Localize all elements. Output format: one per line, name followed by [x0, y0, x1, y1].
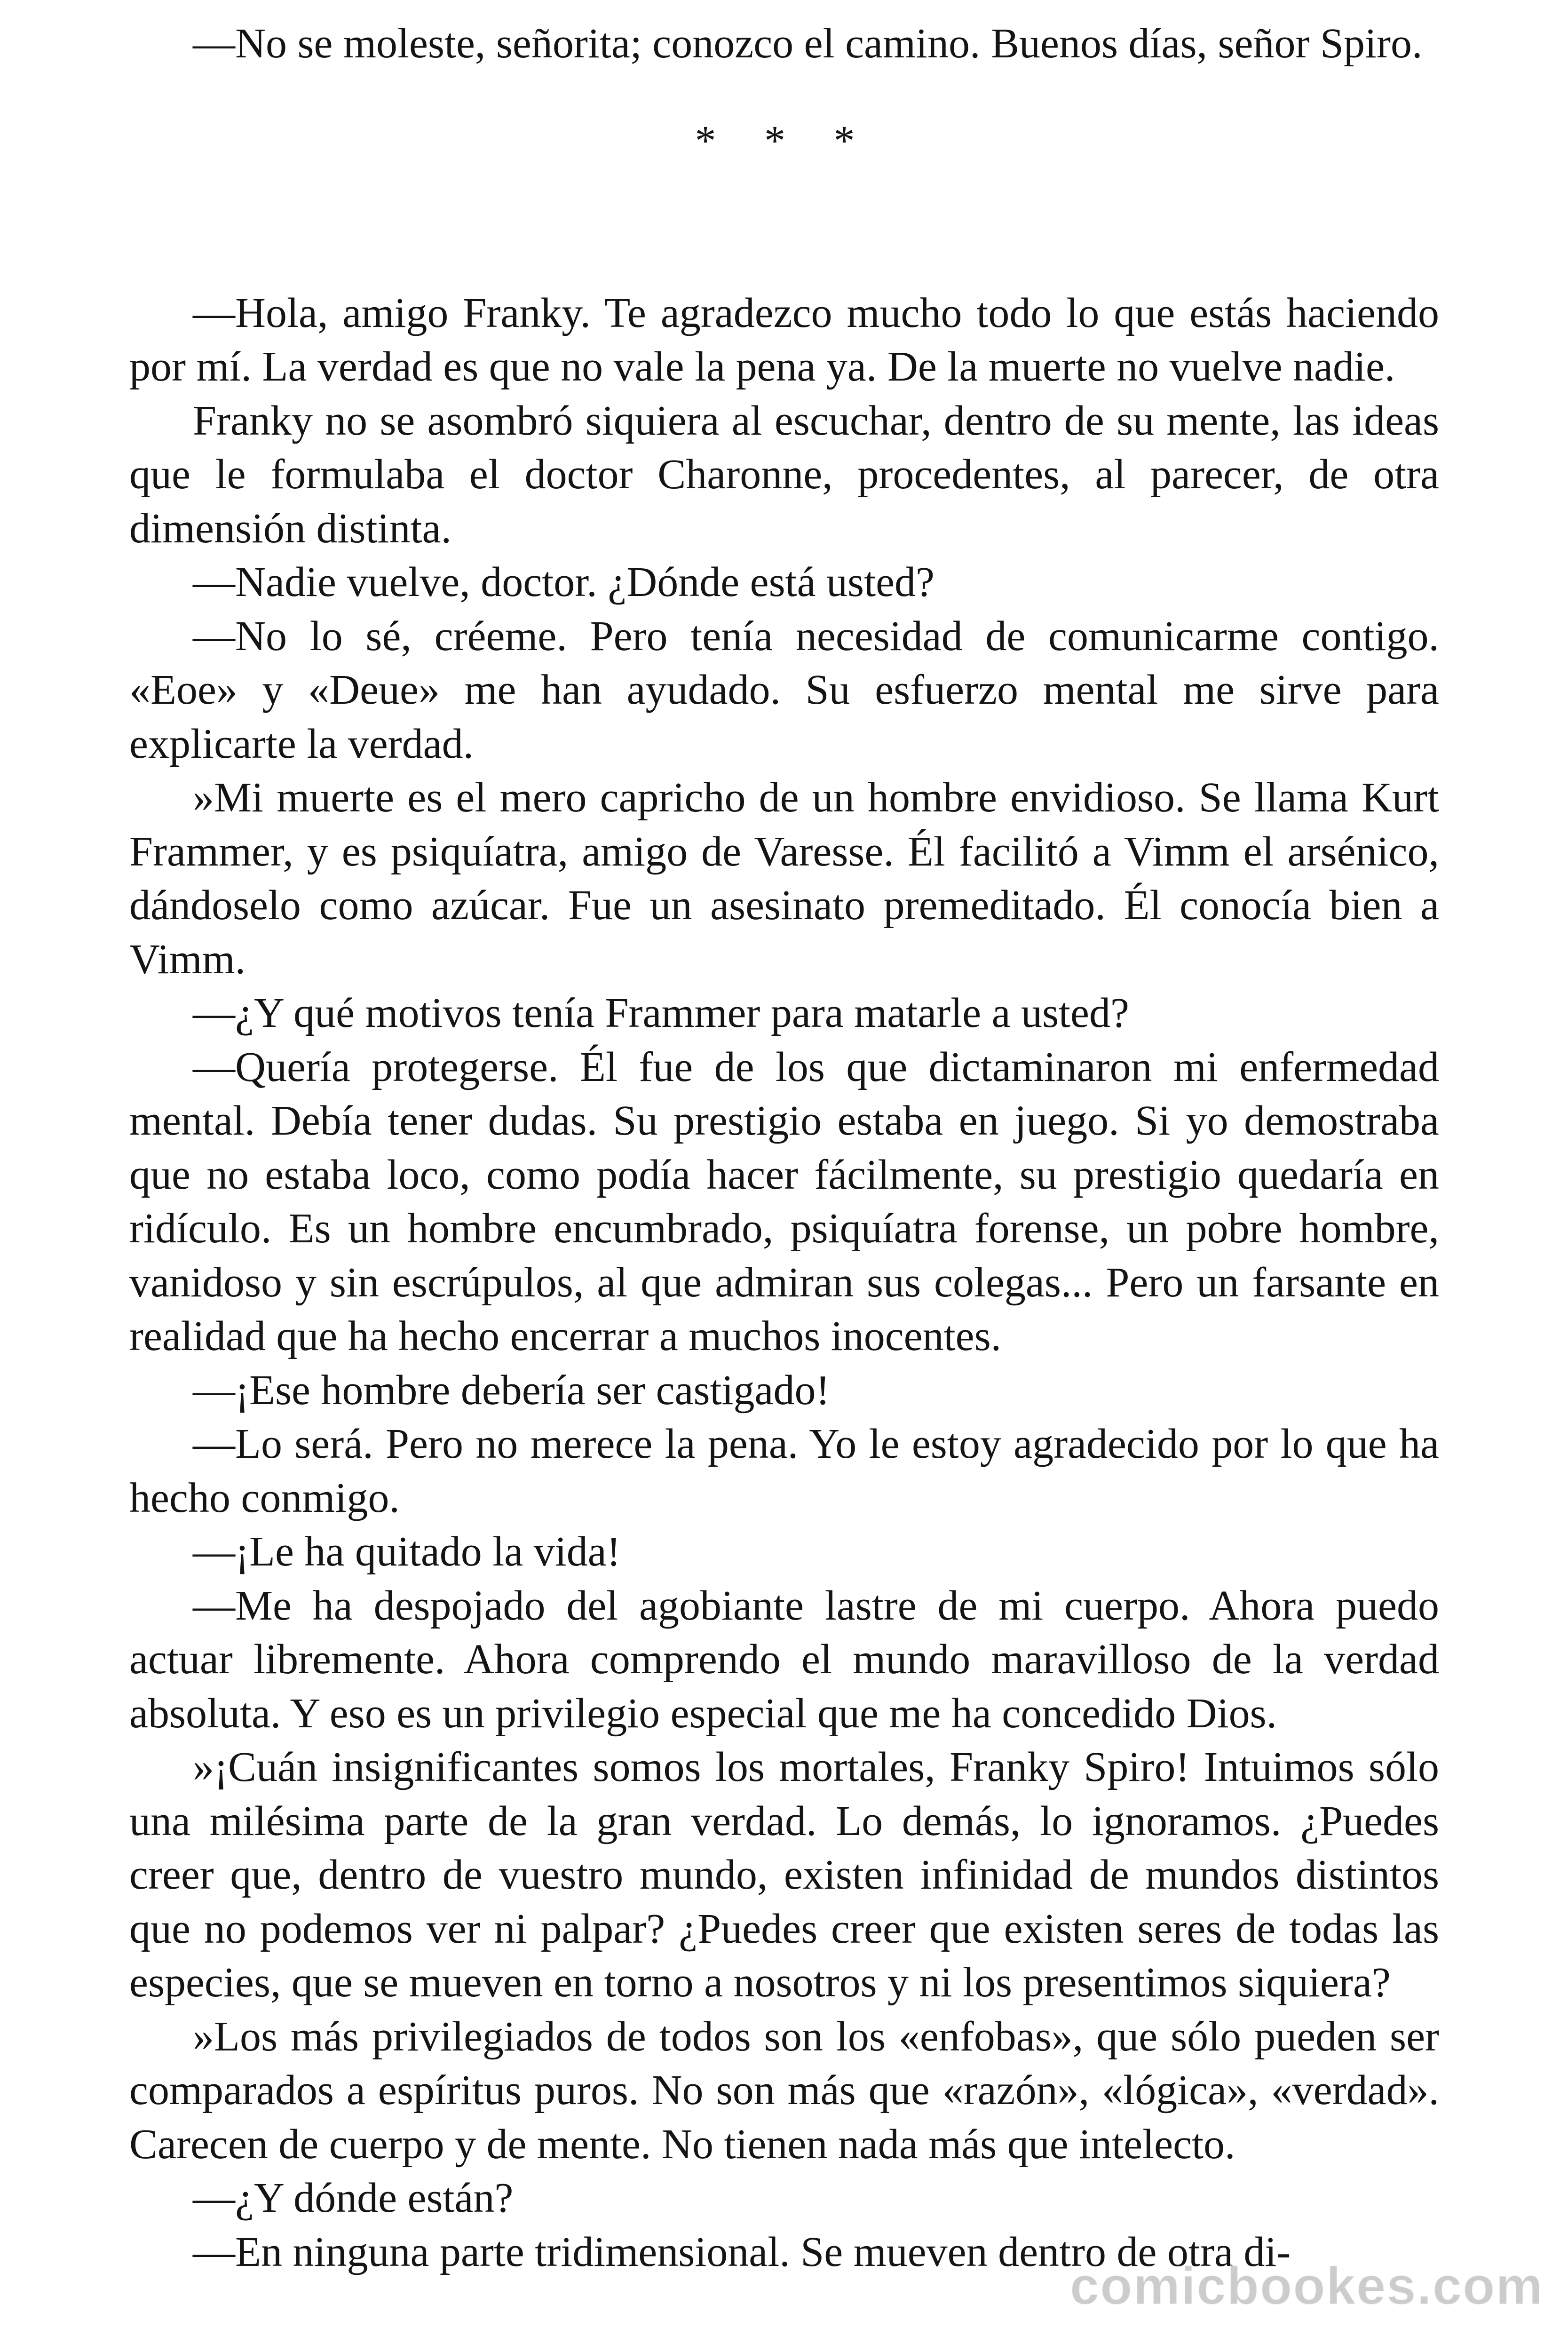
paragraph-7: —Quería protegerse. Él fue de los que dictaminaron mi enfermedad mental. Debía tener dudas. Su prestigio estaba en juego. Si yo demostraba que no estaba loco, como podía hacer fácilmente, su prestigio quedaría en ridículo. Es un hombre encumbrado, psiquíatra forense, un pobre hombre, vanidoso y sin escrúpulos, al que admiran sus colegas... Pero un farsante en realidad que ha hecho encerrar a muchos inocentes.: [129, 1043, 1439, 1359]
paragraph-4: —No lo sé, créeme. Pero tenía necesidad de comunicarme contigo. «Eoe» y «Deue» me han ayudado. Su esfuerzo mental me sirve para explicarte la verdad.: [129, 612, 1439, 767]
paragraph-3: —Nadie vuelve, doctor. ¿Dónde está usted?: [193, 559, 934, 605]
paragraph-1: —Hola, amigo Franky. Te agradezco mucho todo lo que estás haciendo por mí. La verdad es que no vale la pena ya. De la muerte no vuelve nadie.: [129, 289, 1439, 390]
scene-break: [129, 71, 1439, 286]
paragraph-13: »Los más privilegiados de todos son los «enfobas», que sólo pueden ser comparados a espíritus puros. No son más que «razón», «lógica», «verdad». Carecen de cuerpo y de mente. No tienen nada más que intelecto.: [129, 2013, 1439, 2168]
paragraph-14: —¿Y dónde están?: [193, 2175, 514, 2221]
paragraph-15: —En ninguna parte tridimensional. Se mueven dentro de otra di-: [193, 2228, 1291, 2275]
watermark-text: comicbookes.com: [1069, 2257, 1544, 2315]
paragraph-0: —No se moleste, señorita; conozco el camino. Buenos días, señor Spiro.: [193, 20, 1423, 67]
scene-break-asterisks: * * *: [695, 117, 874, 164]
document-body: [129, 17, 1439, 2279]
paragraph-10: —¡Le ha quitado la vida!: [193, 1528, 621, 1575]
paragraph-5: »Mi muerte es el mero capricho de un hombre envidioso. Se llama Kurt Frammer, y es psiquíatra, amigo de Varesse. Él facilitó a Vimm el arsénico, dándoselo como azúcar. Fue un asesinato premeditado. Él conocía bien a Vimm.: [129, 774, 1439, 983]
paragraph-6: —¿Y qué motivos tenía Frammer para matarle a usted?: [193, 990, 1129, 1036]
paragraph-9: —Lo será. Pero no merece la pena. Yo le estoy agradecido por lo que ha hecho conmigo.: [129, 1421, 1439, 1521]
paragraph-8: —¡Ese hombre debería ser castigado!: [193, 1367, 830, 1414]
paragraph-12: »¡Cuán insignificantes somos los mortales, Franky Spiro! Intuimos sólo una milésima parte de la gran verdad. Lo demás, lo ignoramos. ¿Puedes creer que, dentro de vuestro mundo, existen infinidad de mundos distintos que no podemos ver ni palpar? ¿Puedes creer que existen seres de todas las especies, que se mueven en torno a nosotros y ni los presentimos siquiera?: [129, 1744, 1439, 2006]
paragraph-11: —Me ha despojado del agobiante lastre de mi cuerpo. Ahora puedo actuar libremente. Ahora comprendo el mundo maravilloso de la verdad absoluta. Y eso es un privilegio especial que me ha concedido Dios.: [129, 1582, 1439, 1737]
paragraph-2: Franky no se asombró siquiera al escuchar, dentro de su mente, las ideas que le formulaba el doctor Charonne, procedentes, al parecer, de otra dimensión distinta.: [129, 397, 1439, 552]
